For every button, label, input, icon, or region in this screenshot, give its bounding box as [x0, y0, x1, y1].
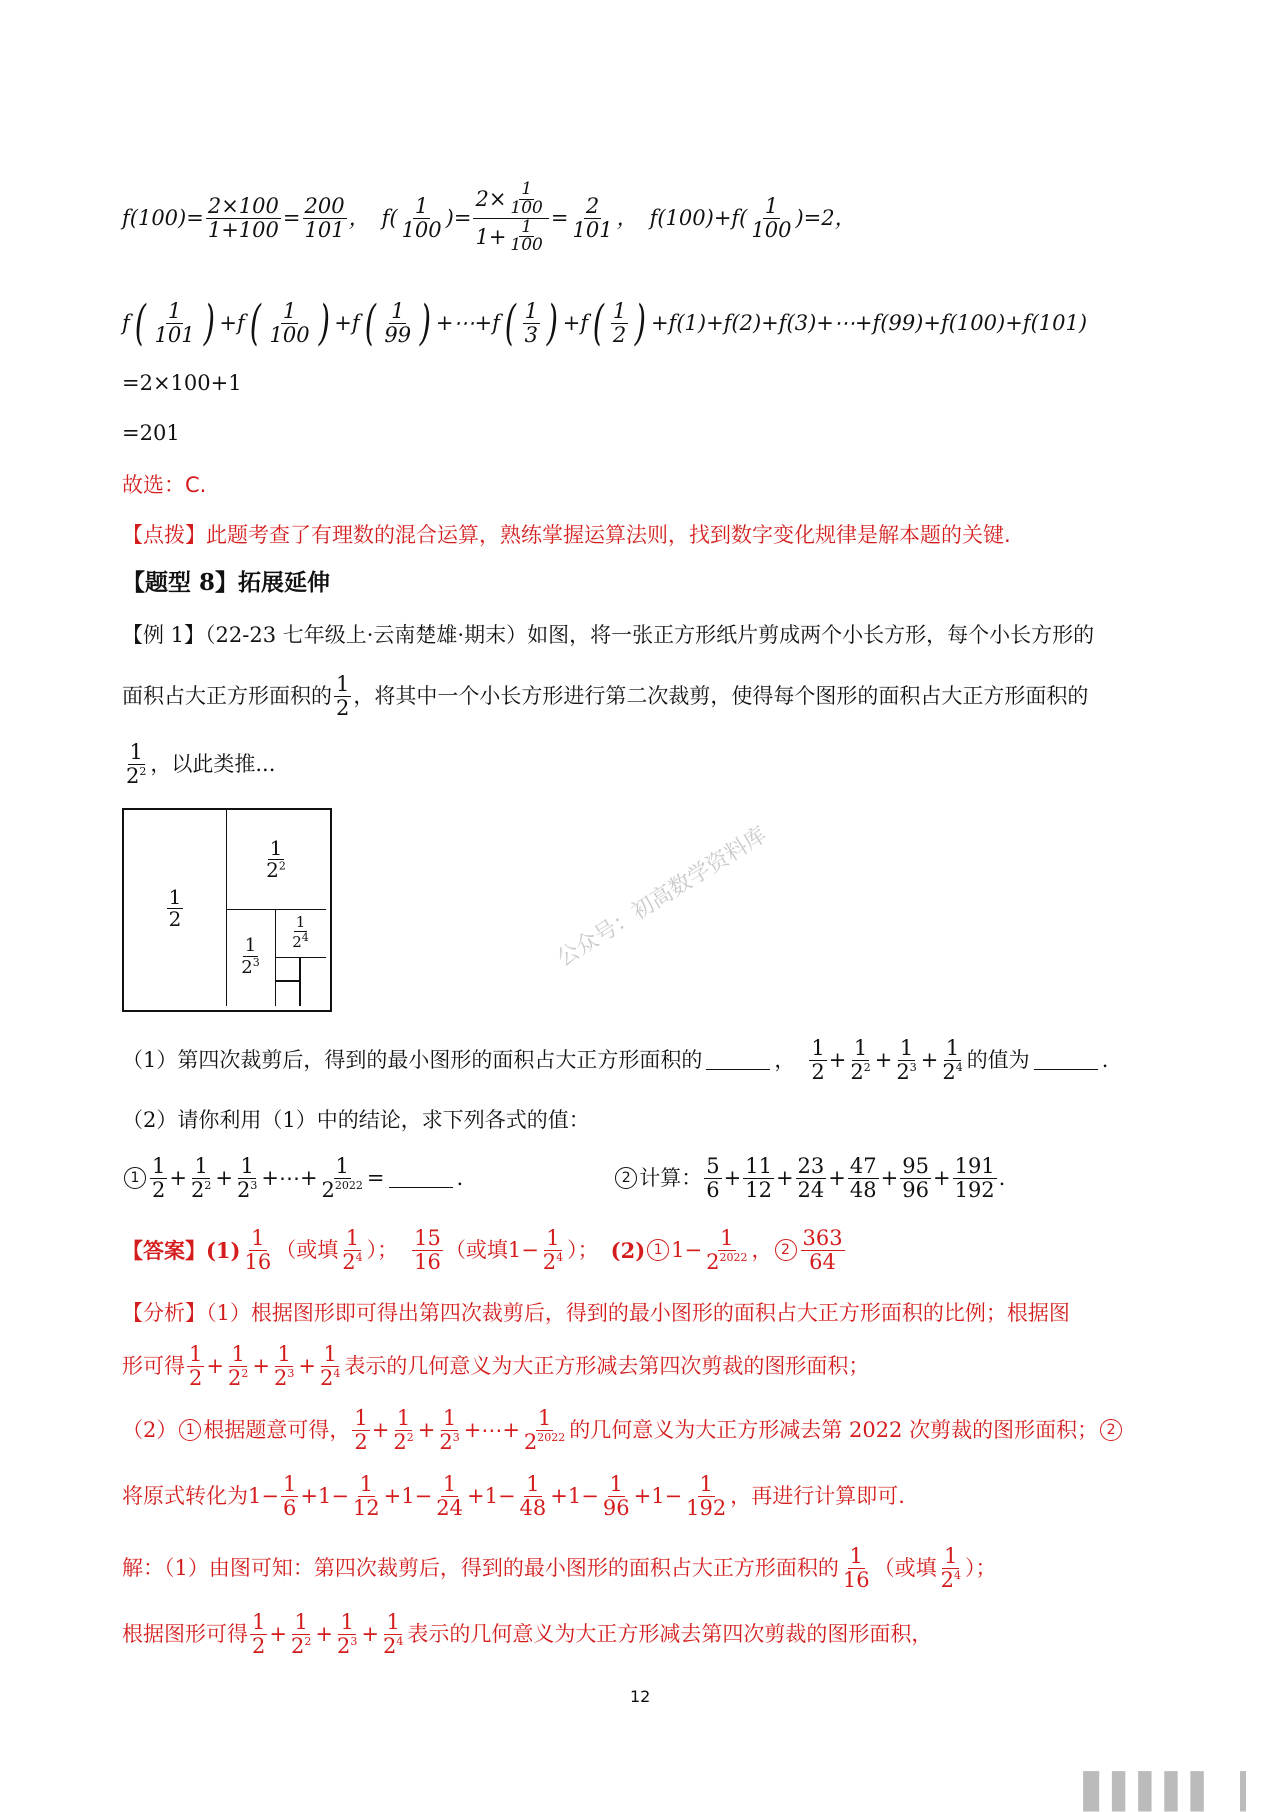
sixteenth-region: $\frac{1}{2^4}$ [275, 909, 326, 958]
choice-line: 故选：C. [122, 472, 207, 497]
question-2: （2）请你利用（1）中的结论，求下列各式的值： [122, 1107, 590, 1132]
answer-blank[interactable] [1034, 1051, 1098, 1070]
analysis-line-4: 将原式转化为 1− $\frac{1}{6}$ + 1− $\frac{1}{12}$ + 1− $\frac{1}{24}$ + 1− $\frac{1}{48}$ + 1− $\frac{1}{96}$ + 1− $\frac{1}{192}$ ，再进行计算即可. [122, 1472, 905, 1520]
half-region: $\frac{1}{2}$ [124, 810, 227, 1006]
section-heading: 【题型 8】拓展延伸 [122, 568, 331, 596]
answer-blank[interactable] [389, 1169, 453, 1188]
divider [299, 957, 301, 1006]
fraction: $\frac{2\times 100}{1+100}$ [207, 194, 279, 242]
square-diagram [122, 808, 332, 1012]
quarter-region: $\frac{1}{2^2}$ [226, 810, 326, 910]
tip-line: 【点拨】此题考查了有理数的混合运算，熟练掌握运算法则，找到数字变化规律是解本题的关键. [122, 522, 1011, 547]
example-line-1: 【例 1】（22-23 七年级上·云南楚雄·期末）如图，将一张正方形纸片剪成两个小长方形，每个小长方形的 [122, 622, 1095, 647]
fraction: $\frac{200}{101}$ [304, 194, 345, 242]
watermark: 公众号：初高数学资料库 [552, 822, 772, 972]
divider [275, 980, 299, 982]
question-2-items: 1 $\frac{1}{2}$ + $\frac{1}{2^2}$ + $\frac{1}{2^3}$ +⋯+ $\frac{1}{2^{2022}}$ = . 2 计算： $\frac{5}{6}$ + $\frac{11}{12}$ + $\frac{23}{24}$ + $\frac{47}{48}$ + $\frac{95}{96}$ + $\frac{191}{192}$ . [122, 1148, 1005, 1208]
barcode-mark-icon: ▕▌▌▌▌▌▕▏ [1060, 1772, 1270, 1812]
eq-line-2: f ( $\frac{1}{101}$ ) + f ( $\frac{1}{100}$ ) + f ( $\frac{1}{99}$ ) +⋯+ f ( $\frac{1}{3}$ ) + f ( $\frac{1}{2}$ ) +f(1)+f(2)+f(3)+⋯+f(99)+f(100)+f(101) [122, 295, 1088, 351]
analysis-line-3: （2） 1 根据题意可得， $\frac{1}{2}$ + $\frac{1}{2^2}$ + $\frac{1}{2^3}$ +⋯+ $\frac{1}{2^{2022}}$ 的几何意义为大正方形减去第 2022 次剪裁的图形面积； 2 [122, 1402, 1124, 1458]
fraction: $\frac{2}{101}$ [572, 194, 613, 242]
text: f(100)= [122, 205, 204, 230]
answer-blank[interactable] [706, 1051, 770, 1070]
eq-line-1: f(100)= $\frac{2\times 100}{1+100}$ = $\frac{200}{101}$ ， f( $\frac{1}{100}$ )= 2× $\frac{1}{100}$ 1+ $\frac{1}{100}$ = $\frac{2}{101}$ ， f(100)+f( $\frac{1}{100}$ )=2， [122, 178, 856, 256]
solution-line-2: 根据图形可得 $\frac{1}{2}$ + $\frac{1}{2^2}$ + $\frac{1}{2^3}$ + $\frac{1}{2^4}$ 表示的几何意义为大正方形减去第四次剪裁的图形面积， [122, 1610, 933, 1658]
analysis-line-2: 形可得 $\frac{1}{2}$ + $\frac{1}{2^2}$ + $\frac{1}{2^3}$ + $\frac{1}{2^4}$ 表示的几何意义为大正方形减去第四次剪裁的图形面积； [122, 1342, 870, 1390]
compound-fraction: 2× $\frac{1}{100}$ 1+ $\frac{1}{100}$ [473, 181, 548, 255]
solution-line-1: 解：（1）由图可知：第四次裁剪后，得到的最小图形的面积占大正方形面积的 $\frac{1}{16}$ （或填 $\frac{1}{2^4}$ ）； [122, 1544, 997, 1592]
example-line-3: $\frac{1}{2^2}$ ，以此类推... [126, 740, 276, 788]
fraction: $\frac{1}{2}$ [336, 672, 350, 720]
question-1: （1）第四次裁剪后，得到的最小图形的面积占大正方形面积的 ， $\frac{1}{2}$ + $\frac{1}{2^2}$ + $\frac{1}{2^3}$ + $\frac{1}{2^4}$ 的值为 . [122, 1036, 1109, 1084]
answer-line: 【答案】 (1) $\frac{1}{16}$ （或填 $\frac{1}{2^4}$ ）； $\frac{15}{16}$ （或填1− $\frac{1}{2^4}$ ）； (2) 1 1− $\frac{1}{2^{2022}}$ ， 2 $\frac{363}{64}$ [122, 1226, 843, 1274]
eq-line-4: =201 [122, 420, 180, 445]
fraction: $\frac{1}{2^2}$ [126, 740, 147, 788]
fraction: $\frac{1}{100}$ [751, 194, 792, 242]
page-number: 12 [630, 1687, 651, 1706]
eq-line-3: =2×100+1 [122, 370, 242, 395]
example-line-2: 面积占大正方形面积的 $\frac{1}{2}$ ，将其中一个小长方形进行第二次裁剪，使得每个图形的面积占大正方形面积的 [122, 672, 1089, 720]
analysis-line-1: 【分析】（1）根据图形即可得出第四次裁剪后，得到的最小图形的面积占大正方形面积的比例；根据图 [122, 1300, 1070, 1325]
eighth-region: $\frac{1}{2^3}$ [226, 909, 276, 1006]
fraction: $\frac{1}{100}$ [401, 194, 442, 242]
